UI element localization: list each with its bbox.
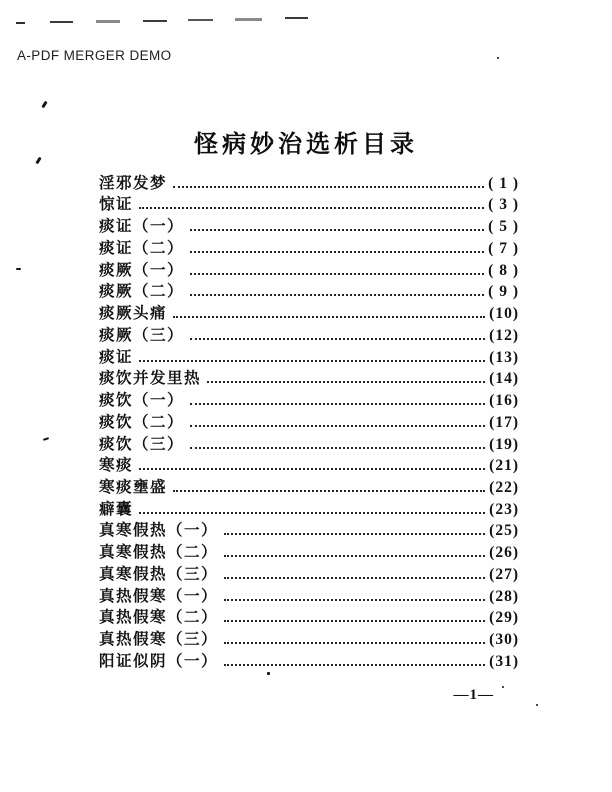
toc-entry-title: 痰饮并发里热 (99, 370, 202, 388)
toc-entry (99, 301, 519, 323)
toc-entry-page: (27) (489, 565, 519, 583)
dot-leader (190, 229, 484, 231)
toc-entry-page: (28) (489, 587, 519, 605)
toc-entry-title: 寒痰壅盛 (99, 479, 168, 497)
toc-entry-page: (16) (489, 392, 519, 410)
toc-entry (99, 258, 519, 280)
dot-leader (139, 512, 485, 514)
toc-entry-page: ( 8 ) (488, 261, 519, 279)
toc-entry-title: 痰厥（一） (99, 261, 185, 279)
dot-leader (173, 186, 484, 188)
dot-leader (139, 360, 485, 362)
toc-entry (99, 323, 519, 345)
scan-artifact-dash (50, 21, 73, 23)
toc-entry-page: (31) (489, 652, 519, 670)
dot-leader (224, 620, 485, 622)
toc-entry-title: 阳证似阴（一） (99, 652, 219, 670)
scan-speck (536, 704, 538, 706)
toc-entry-page: ( 5 ) (488, 218, 519, 236)
dot-leader (173, 316, 485, 318)
toc-entry (99, 649, 519, 671)
folio-page-number: —1— (453, 687, 494, 703)
toc-entry (99, 562, 519, 584)
toc-entry-title: 真寒假热（二） (99, 544, 219, 562)
toc-entry-title: 寒痰 (99, 457, 134, 475)
toc-entry (99, 280, 519, 302)
dot-leader (190, 403, 485, 405)
toc-entry-title: 痰证（二） (99, 239, 185, 257)
toc-entry-title: 真热假寒（一） (99, 587, 219, 605)
dot-leader (139, 468, 485, 470)
toc-entry-title: 痰厥（三） (99, 326, 185, 344)
scan-artifact-dash (188, 19, 213, 21)
toc-entry (99, 367, 519, 389)
dot-leader (190, 425, 485, 427)
scan-artifact-dash (143, 20, 167, 22)
scan-artifact-dash (96, 20, 120, 23)
toc-entry-title: 痰证（一） (99, 218, 185, 236)
scan-speck (497, 57, 499, 59)
dot-leader (139, 207, 484, 209)
toc-entry-title: 痰饮（一） (99, 392, 185, 410)
toc-entry-title: 淫邪发梦 (99, 174, 168, 192)
toc-entry-page: (30) (489, 631, 519, 649)
scan-speck (41, 101, 47, 109)
toc-entry (99, 345, 519, 367)
toc-entry (99, 627, 519, 649)
toc-entry-page: (19) (489, 435, 519, 453)
toc-entry-title: 真寒假热（三） (99, 565, 219, 583)
toc-entry (99, 171, 519, 193)
dot-leader (190, 251, 484, 253)
toc-entry (99, 606, 519, 628)
watermark-text: A-PDF MERGER DEMO (17, 48, 172, 63)
toc-entry-title: 真寒假热（一） (99, 522, 219, 540)
toc-entry (99, 584, 519, 606)
toc-entry (99, 497, 519, 519)
toc-entry-page: (25) (489, 522, 519, 540)
toc-entry-title: 真热假寒（三） (99, 631, 219, 649)
toc-entry-page: ( 9 ) (488, 283, 519, 301)
scan-artifact-dash (16, 22, 25, 24)
toc-entry-page: ( 1 ) (488, 174, 519, 192)
toc-entry-page: (14) (489, 370, 519, 388)
toc-entry-page: (21) (489, 457, 519, 475)
scan-speck (16, 268, 21, 270)
toc-entry-page: (13) (489, 348, 519, 366)
scan-artifact-dash (235, 18, 262, 21)
toc-entry-page: (10) (489, 305, 519, 323)
scan-artifact-dash (285, 17, 308, 19)
dot-leader (190, 447, 485, 449)
dot-leader (190, 338, 485, 340)
toc-entry (99, 475, 519, 497)
toc-entry-title: 痰厥（二） (99, 283, 185, 301)
toc-entry-title: 癖囊 (99, 500, 134, 518)
dot-leader (224, 599, 485, 601)
dot-leader (190, 273, 484, 275)
page-title: 怪病妙治选析目录 (194, 132, 418, 158)
toc-entry (99, 410, 519, 432)
dot-leader (224, 555, 485, 557)
toc-entry-title: 痰饮（三） (99, 435, 185, 453)
toc-entry-page: ( 7 ) (488, 239, 519, 257)
scan-speck (43, 437, 49, 441)
toc-entry (99, 432, 519, 454)
dot-leader (207, 381, 485, 383)
toc-entry-page: ( 3 ) (488, 196, 519, 214)
toc-entry-title: 真热假寒（二） (99, 609, 219, 627)
toc-entry (99, 454, 519, 476)
dot-leader (224, 577, 485, 579)
scan-speck (267, 672, 270, 675)
toc-entry-page: (29) (489, 609, 519, 627)
dot-leader (224, 664, 485, 666)
toc-entry-title: 痰证 (99, 348, 134, 366)
toc-entry (99, 388, 519, 410)
dot-leader (190, 294, 484, 296)
toc-entry-page: (12) (489, 326, 519, 344)
table-of-contents (99, 171, 519, 671)
toc-entry (99, 236, 519, 258)
scan-speck (502, 686, 504, 688)
toc-entry-page: (23) (489, 500, 519, 518)
toc-entry (99, 519, 519, 541)
toc-entry-page: (26) (489, 544, 519, 562)
toc-entry-page: (22) (489, 479, 519, 497)
toc-entry (99, 193, 519, 215)
toc-entry-title: 痰饮（二） (99, 413, 185, 431)
toc-entry-title: 痰厥头痛 (99, 305, 168, 323)
dot-leader (224, 642, 485, 644)
dot-leader (173, 490, 485, 492)
dot-leader (224, 533, 485, 535)
toc-entry (99, 540, 519, 562)
toc-entry-title: 惊证 (99, 196, 134, 214)
toc-entry (99, 214, 519, 236)
toc-entry-page: (17) (489, 413, 519, 431)
